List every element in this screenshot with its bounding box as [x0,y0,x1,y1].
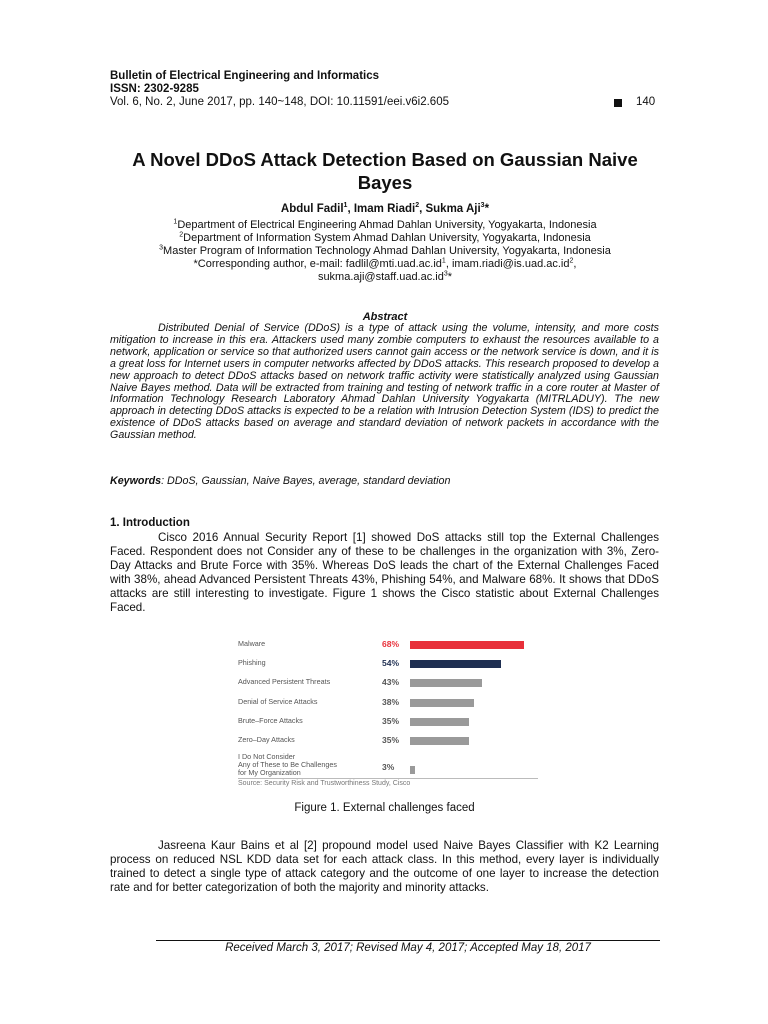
affiliation [110,232,660,245]
chart-bar [410,766,415,774]
chart-category-line: Malware [238,639,266,648]
correspondence-line2 [110,271,660,284]
email-sup: 2 [569,257,574,265]
figure-caption: Figure 1. External challenges faced [294,802,475,814]
doi-label: DOI: [309,96,334,108]
doi-value: 10.11591/eei.v6i2.605 [336,96,449,108]
chart-category-label [238,698,318,706]
volume-line [110,96,449,108]
chart-category-line: Zero–Day Attacks [238,735,295,744]
chart-value-label: 43% [382,677,400,687]
page-number: 140 [636,96,656,108]
affiliation-text: Department of Information System Ahmad Dahlan University, Yogyakarta, Indonesia [183,232,591,244]
email-sup: 1 [441,257,446,265]
chart-category-line: I Do Not Consider [238,752,296,761]
chart-value-label: 68% [382,639,400,649]
author-sup: 1 [343,202,348,210]
chart-category-line: for My Organization [238,768,301,777]
corresponding-star: * [447,271,453,283]
chart-value-label: 35% [382,716,400,726]
header-square-icon [614,99,622,107]
chart-category-line: Phishing [238,658,266,667]
chart-category-label [238,640,265,648]
correspondence-prefix: *Corresponding author, e-mail: [193,258,346,270]
chart-category-line: Advanced Persistent Threats [238,677,331,686]
affiliation-text: Department of Electrical Engineering Ahmad Dahlan University, Yogyakarta, Indonesia [177,219,597,231]
chart-category-line: Any of These to Be Challenges [238,760,337,769]
chart-bar [410,641,524,649]
chart-value-label: 35% [382,735,400,745]
footer-rule [156,940,660,941]
email-sup: 3 [443,270,448,278]
affiliation [110,245,660,258]
chart-bar [410,660,501,668]
affiliation [110,219,660,232]
body-paragraph: Jasreena Kaur Bains et al [2] propound model used Naive Bayes Classifier with K2 Learning process on reduced NSL KDD data set for each attack class. In this method, every layer is individually trained to detect a single type of attack category and the outcome of one layer to increase the detection rate and for better categorization of both the majority and minority attacks. [110,839,659,894]
chart-category-line: Denial of Service Attacks [238,697,318,706]
affiliation-sup: 1 [173,218,178,226]
chart-bar [410,737,469,745]
section-heading: 1. Introduction [110,517,190,529]
chart-source: Source: Security Risk and Trustworthiness Study, Cisco [238,780,411,787]
chart-bar [410,699,474,707]
abstract-body: Distributed Denial of Service (DDoS) is a type of attack using the volume, intensity, and more costs mitigation to increase in this era. Attackers used many zombie computers to exhaust the resources available to a network, application or service so that authorized users cannot gain access or the network service is down, and it is a great loss for Internet users in computer networks affected by DDoS attacks. This research proposed to develop a new approach to detect DDoS attacks based on network traffic activity were statistically analyzed using Gaussian Naive Bayes method. Data will be extracted from training and testing of network traffic in a core router at Master of Information Technology Research Laboratory Ahmad Dahlan University Yogyakarta (MITRLADUY). The new approach in detecting DDoS attacks is expected to be a relation with Intrusion Detection System (IDS) to predict the existence of DDoS attacks based on average and standard deviation of network packets in accordance with the Gaussian method. [110,322,659,442]
received-dates: Received March 3, 2017; Revised May 4, 2017; Accepted May 18, 2017 [225,942,591,954]
abstract-text [110,323,659,442]
chart-category-label [238,753,337,777]
email-link[interactable]: imam.riadi@is.uad.ac.id [451,258,570,270]
affiliation-text: Master Program of Information Technology Ahmad Dahlan University, Yogyakarta, Indonesia [163,245,611,257]
chart-category-label [238,736,295,744]
chart-bar [410,718,469,726]
chart-value-label: 38% [382,697,400,707]
keywords [110,475,450,487]
affiliation-sup: 2 [179,231,184,239]
chart-category-line: Brute–Force Attacks [238,716,303,725]
author-sup: 3 [480,202,485,210]
author-list: Abdul Fadil$^1$, Imam Riadi$^2$, Sukma Aji$^3$* [280,202,490,215]
chart-category-label [238,678,330,686]
chart-value-label: 54% [382,658,400,668]
correspondence: *Corresponding author, e-mail: $fadlil@mti.uad.ac.id^1$, $imam.riadi@is.uad.ac.id^2$, [193,257,577,270]
author-name: Imam Riadi [353,203,416,215]
chart-divider [238,778,538,779]
corresponding-star: * [484,203,490,215]
author-sup: 2 [415,202,420,210]
volume-info: Vol. 6, No. 2, June 2017, pp. 140~148, [110,96,307,108]
abstract-heading: Abstract [362,311,408,323]
chart-category-label [238,659,266,667]
keywords-text: : DDoS, Gaussian, Naive Bayes, average, standard deviation [161,475,451,487]
figure-1-chart [232,632,540,792]
chart-bar [410,679,482,687]
email-link[interactable]: sukma.aji@staff.uad.ac.id [317,271,444,283]
chart-value-label: 3% [382,762,395,772]
affiliation-sup: 3 [159,244,164,252]
author-name: Abdul Fadil [280,203,344,215]
chart-category-label [238,717,303,725]
email-link[interactable]: fadlil@mti.uad.ac.id [345,258,442,270]
keywords-label: Keywords [110,475,162,487]
issn: ISSN: 2302-9285 [110,83,199,95]
journal-name: Bulletin of Electrical Engineering and Informatics [110,70,380,82]
intro-paragraph: Cisco 2016 Annual Security Report [1] showed DoS attacks still top the External Challenges Faced. Respondent does not Consider any of these to be challenges in the organization with 3%, Zero-Day Attacks and Brute Force with 35%. Whereas DoS leads the chart of the External Challenges Faced with 38%, ahead Advanced Persistent Threats 43%, Phishing 54%, and Malware 68%. It shows that DDoS attacks are still interesting to investigate. Figure 1 shows the Cisco statistic about External Challenges Faced. [110,531,659,614]
paper-title: A Novel DDoS Attack Detection Based on Gaussian Naive Bayes [132,149,638,193]
author-name: Sukma Aji [425,203,481,215]
